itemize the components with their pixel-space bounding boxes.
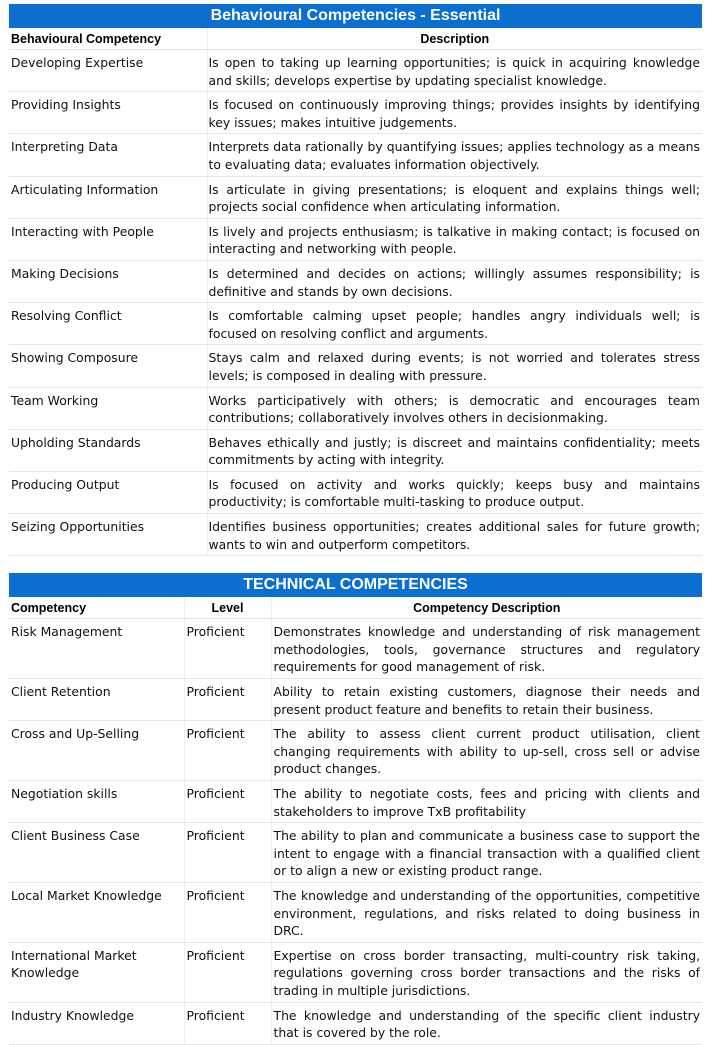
table-row — [9, 471, 702, 513]
competency-name: Interpreting Data — [9, 134, 207, 176]
competency-description: Is open to taking up learning opportunities; is quick in acquiring knowledge and skills; develops expertise by updating specialist knowledge. — [207, 50, 702, 92]
competency-description: Ability to retain existing customers, diagnose their needs and present product feature and benefits to retain their business. — [271, 679, 702, 721]
behavioural-description-header: Description — [207, 28, 702, 50]
competency-level: Proficient — [184, 1002, 271, 1044]
competency-level: Proficient — [184, 823, 271, 883]
table-row — [9, 1002, 702, 1044]
table-row — [9, 721, 702, 781]
competency-description: Expertise on cross border transacting, multi-country risk taking, regulations governing cross border transactions and the risks of trading in multiple jurisdictions. — [271, 942, 702, 1002]
table-row — [9, 92, 702, 134]
table-row — [9, 387, 702, 429]
competency-name: Risk Management — [9, 619, 184, 679]
table-row — [9, 303, 702, 345]
competency-name: Articulating Information — [9, 176, 207, 218]
competency-description: Is focused on continuously improving things; provides insights by identifying key issues; makes intuitive judgements. — [207, 92, 702, 134]
technical-description-header: Competency Description — [271, 597, 702, 619]
behavioural-table-title: Behavioural Competencies - Essential — [9, 4, 702, 28]
competency-name: Client Retention — [9, 679, 184, 721]
technical-competencies-table — [9, 573, 702, 1044]
competency-name: Negotiation skills — [9, 781, 184, 823]
competency-description: Is focused on activity and works quickly; keeps busy and maintains productivity; is comfortable multi-tasking to produce output. — [207, 471, 702, 513]
competency-name: Resolving Conflict — [9, 303, 207, 345]
competency-level: Proficient — [184, 781, 271, 823]
competency-description: Is comfortable calming upset people; handles angry individuals well; is focused on resolving conflict and arguments. — [207, 303, 702, 345]
table-row — [9, 176, 702, 218]
competency-level: Proficient — [184, 619, 271, 679]
competency-level: Proficient — [184, 942, 271, 1002]
competency-description: Works participatively with others; is democratic and encourages team contributions; collaboratively involves others in decisionmaking. — [207, 387, 702, 429]
table-row — [9, 781, 702, 823]
table-row — [9, 345, 702, 387]
competency-name: Providing Insights — [9, 92, 207, 134]
competency-name: Seizing Opportunities — [9, 514, 207, 556]
technical-competency-header: Competency — [9, 597, 184, 619]
competency-description: The ability to plan and communicate a business case to support the intent to engage with a financial transaction with a qualified client or to align a new or existing product range. — [271, 823, 702, 883]
competency-name: Showing Composure — [9, 345, 207, 387]
table-row — [9, 619, 702, 679]
behavioural-table-body — [9, 50, 702, 556]
competency-name: Client Business Case — [9, 823, 184, 883]
competency-name: Industry Knowledge — [9, 1002, 184, 1044]
behavioural-competencies-table — [9, 4, 702, 556]
competency-description: The ability to assess client current product utilisation, client changing requirements with ability to up-sell, cross sell or advise product changes. — [271, 721, 702, 781]
competency-description: Demonstrates knowledge and understanding of risk management methodologies, tools, governance structures and regulatory requirements for good management of risk. — [271, 619, 702, 679]
competency-name: Team Working — [9, 387, 207, 429]
competency-description: The knowledge and understanding of the specific client industry that is covered by the role. — [271, 1002, 702, 1044]
competency-name: Cross and Up-Selling — [9, 721, 184, 781]
technical-table-body — [9, 619, 702, 1044]
competency-description: Identifies business opportunities; creates additional sales for future growth; wants to win and outperform competitors. — [207, 514, 702, 556]
competency-name: Making Decisions — [9, 260, 207, 302]
competency-level: Proficient — [184, 679, 271, 721]
table-row — [9, 823, 702, 883]
competency-description: The knowledge and understanding of the opportunities, competitive environment, regulations, and risks related to doing business in DRC. — [271, 882, 702, 942]
table-row — [9, 429, 702, 471]
competency-name: Interacting with People — [9, 218, 207, 260]
table-row — [9, 218, 702, 260]
competency-name: Upholding Standards — [9, 429, 207, 471]
competency-description: Stays calm and relaxed during events; is not worried and tolerates stress levels; is composed in dealing with pressure. — [207, 345, 702, 387]
table-row — [9, 942, 702, 1002]
table-row — [9, 882, 702, 942]
competency-description: Behaves ethically and justly; is discreet and maintains confidentiality; meets commitments by acting with integrity. — [207, 429, 702, 471]
table-row — [9, 134, 702, 176]
competency-name: Developing Expertise — [9, 50, 207, 92]
competency-description: Is determined and decides on actions; willingly assumes responsibility; is definitive and stands by own decisions. — [207, 260, 702, 302]
table-row — [9, 50, 702, 92]
document — [9, 4, 702, 1045]
competency-description: Interprets data rationally by quantifying issues; applies technology as a means to evaluating data; evaluates information objectively. — [207, 134, 702, 176]
technical-level-header: Level — [184, 597, 271, 619]
competency-description: The ability to negotiate costs, fees and pricing with clients and stakeholders to improve TxB profitability — [271, 781, 702, 823]
table-row — [9, 679, 702, 721]
table-row — [9, 514, 702, 556]
table-row — [9, 260, 702, 302]
competency-level: Proficient — [184, 882, 271, 942]
competency-name: International Market Knowledge — [9, 942, 184, 1002]
behavioural-competency-header: Behavioural Competency — [9, 28, 207, 50]
competency-description: Is lively and projects enthusiasm; is talkative in making contact; is focused on interacting and networking with people. — [207, 218, 702, 260]
competency-level: Proficient — [184, 721, 271, 781]
competency-description: Is articulate in giving presentations; is eloquent and explains things well; projects social confidence when articulating information. — [207, 176, 702, 218]
competency-name: Local Market Knowledge — [9, 882, 184, 942]
section-spacer — [9, 556, 702, 573]
competency-name: Producing Output — [9, 471, 207, 513]
technical-table-title: TECHNICAL COMPETENCIES — [9, 573, 702, 597]
